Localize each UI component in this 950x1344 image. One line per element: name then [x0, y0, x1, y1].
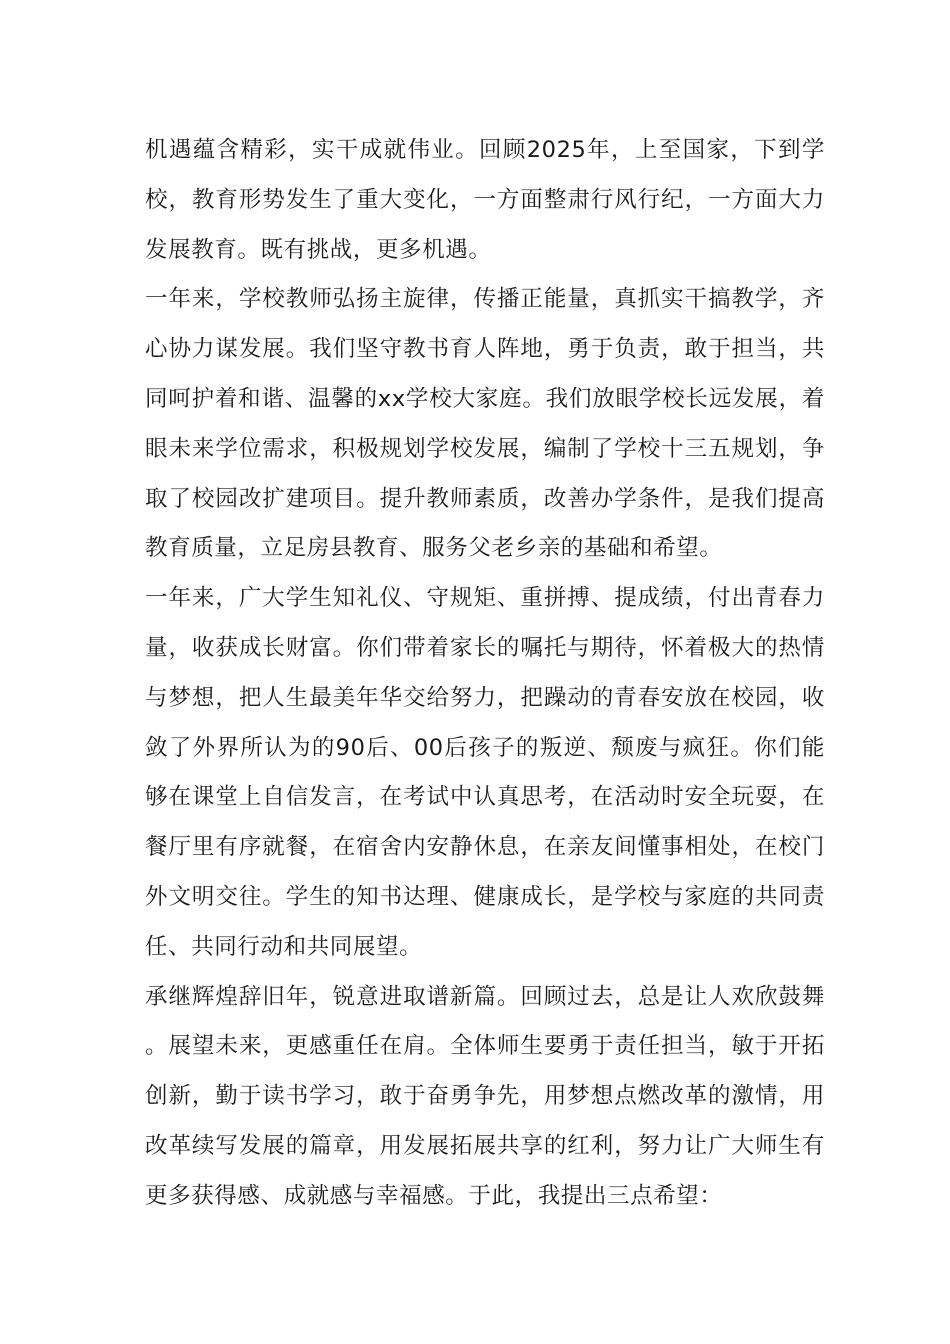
paragraph-students: 一年来，广大学生知礼仪、守规矩、重拼搏、提成绩，付出青春力量，收获成长财富。你们带着家长的嘱托与期待，怀着极大的热情与梦想，把人生最美年华交给努力，把躁动的青春安放在校园，收敛了外界所认为的90后、00后孩子的叛逆、颓废与疯狂。你们能够在课堂上自信发言，在考试中认真思考，在活动时安全玩耍，在餐厅里有序就餐，在宿舍内安静休息，在亲友间懂事相处，在校门外文明交往。学生的知书达理、健康成长，是学校与家庭的共同责任、共同行动和共同展望。 [145, 585, 825, 960]
paragraph-review-2025: 机遇蕴含精彩，实干成就伟业。回顾2025年，上至国家，下到学校，教育形势发生了重大变化，一方面整肃行风行纪，一方面大力发展教育。既有挑战，更多机遇。 [145, 137, 825, 263]
document-body [145, 126, 825, 1222]
paragraph-outlook: 承继辉煌辞旧年，锐意进取谱新篇。回顾过去，总是让人欢欣鼓舞。展望未来，更感重任在肩。全体师生要勇于责任担当，敏于开拓创新，勤于读书学习，敢于奋勇争先，用梦想点燃改革的激情，用改革续写发展的篇章，用发展拓展共享的红利，努力让广大师生有更多获得感、成就感与幸福感。于此，我提出三点希望： [145, 983, 825, 1209]
paragraph-teachers: 一年来，学校教师弘扬主旋律，传播正能量，真抓实干搞教学，齐心协力谋发展。我们坚守教书育人阵地，勇于负责，敢于担当，共同呵护着和谐、温馨的xx学校大家庭。我们放眼学校长远发展，着眼未来学位需求，积极规划学校发展，编制了学校十三五规划，争取了校园改扩建项目。提升教师素质，改善办学条件，是我们提高教育质量，立足房县教育、服务父老乡亲的基础和希望。 [145, 286, 825, 562]
